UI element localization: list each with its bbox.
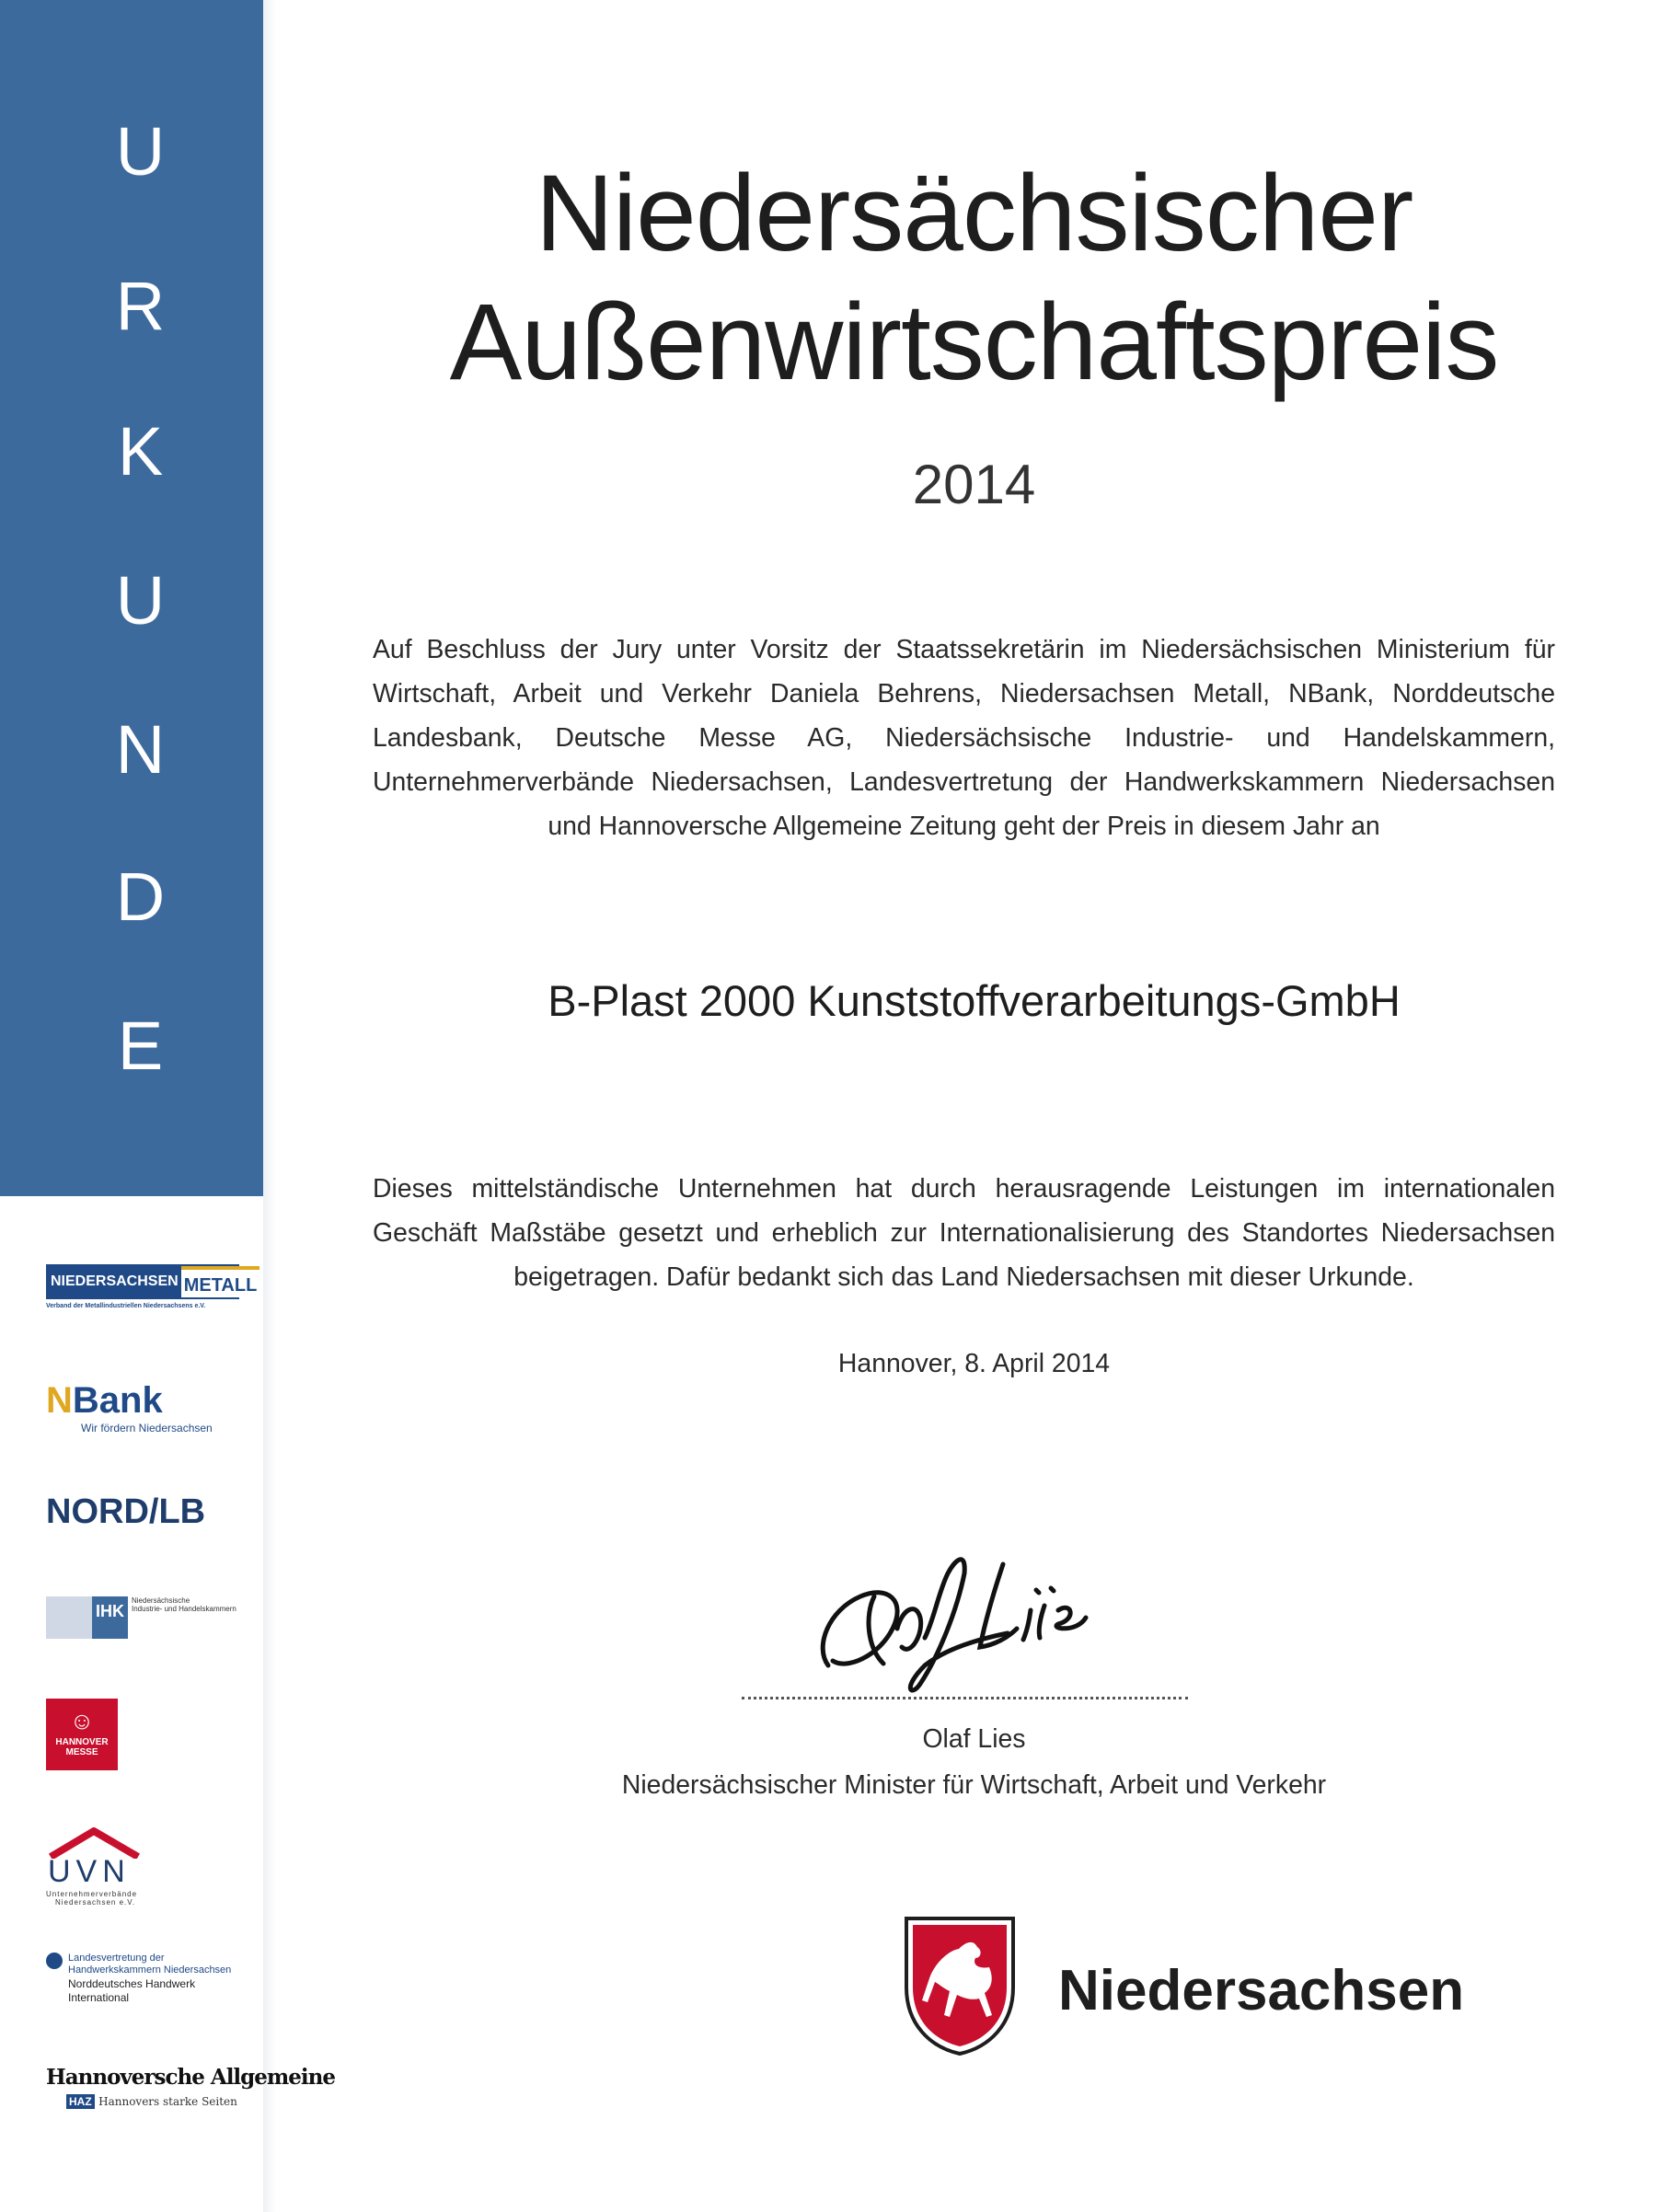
hannover-messe-logo xyxy=(46,1699,118,1770)
urkunde-letter: U xyxy=(115,562,166,639)
messe-head-icon: ☺ xyxy=(69,1707,95,1734)
handwerk-text-4: International xyxy=(68,1991,130,2004)
nbank-n: N xyxy=(46,1380,73,1421)
award-reason: Dieses mittelständische Unternehmen hat durch herausragende Leistungen im internationalen Geschäft Maßstäbe gesetzt und erheblich zur Internationalisierung des Standortes Niedersachsen beigetragen. Dafür bedankt sich das Land Niedersachsen mit dieser Urkunde. xyxy=(373,1174,1555,1292)
handwerk-text-1: Landesvertretung der xyxy=(68,1953,165,1964)
urkunde-letter: K xyxy=(117,413,164,490)
urkunde-letter: R xyxy=(115,268,166,344)
uvn-subtitle-2: Niedersachsen e.V. xyxy=(55,1898,136,1907)
niedersachsen-wordmark: Niedersachsen xyxy=(1058,1959,1465,2022)
signer-name: Olaf Lies xyxy=(922,1724,1026,1754)
niedersachsen-coat-of-arms-icon xyxy=(902,1914,1018,2057)
handwerk-logo xyxy=(46,1953,231,2004)
uvn-text: UVN xyxy=(48,1854,131,1889)
uvn-logo xyxy=(46,1827,202,1907)
messe-text-2: MESSE xyxy=(65,1747,98,1757)
haz-title: Hannoversche Allgemeine xyxy=(46,2065,335,2090)
urkunde-letter: U xyxy=(115,113,166,190)
urkunde-letter: D xyxy=(115,858,166,935)
ihk-subtitle-2: Industrie- und Handelskammern xyxy=(132,1605,236,1613)
signature-text: Olaf Lies xyxy=(810,1509,813,1510)
ihk-subtitle-1: Niedersächsische xyxy=(132,1596,190,1605)
nbank-logo xyxy=(46,1380,213,1434)
haz-subtitle: Hannovers starke Seiten xyxy=(98,2095,237,2108)
signature xyxy=(810,1509,1123,1702)
awarded-company: B-Plast 2000 Kunststoffverarbeitungs-GmbH xyxy=(548,976,1401,1025)
ihk-text: IHK xyxy=(92,1596,128,1639)
award-title-line-2: Außenwirtschaftspreis xyxy=(449,282,1499,403)
urkunde-letter: N xyxy=(115,711,166,788)
haz-logo xyxy=(46,2065,335,2110)
handwerk-globe-icon xyxy=(46,1953,63,1969)
ihk-logo xyxy=(46,1596,236,1639)
metall-logo-right: METALL xyxy=(181,1266,260,1297)
uvn-subtitle-1: Unternehmerverbände xyxy=(46,1890,138,1898)
messe-text-1: HANNOVER xyxy=(55,1737,109,1747)
signer-role: Niedersächsischer Minister für Wirtschaft, Arbeit und Verkehr xyxy=(621,1770,1327,1800)
nbank-bank: Bank xyxy=(72,1380,163,1421)
award-year: 2014 xyxy=(912,454,1036,515)
nordlb-text: NORD/LB xyxy=(46,1492,206,1531)
award-title-line-1: Niedersächsischer xyxy=(535,153,1413,274)
urkunde-letter: E xyxy=(117,1008,164,1084)
metall-logo-left: NIEDERSACHSEN xyxy=(48,1266,181,1297)
handwerk-text-2: Handwerkskammern Niedersachsen xyxy=(68,1964,232,1976)
haz-badge: HAZ xyxy=(66,2094,95,2109)
place-date: Hannover, 8. April 2014 xyxy=(837,1349,1111,1378)
nordlb-logo xyxy=(46,1492,205,1532)
signature-line xyxy=(742,1697,1188,1699)
metall-logo-subtitle: Verband der Metallindustriellen Niedersachsens e.V. xyxy=(46,1303,206,1309)
handwerk-text-3: Norddeutsches Handwerk xyxy=(68,1977,196,1990)
nbank-subtitle: Wir fördern Niedersachsen xyxy=(81,1422,213,1434)
niedersachsen-metall-logo xyxy=(46,1264,258,1309)
jury-statement: Auf Beschluss der Jury unter Vorsitz der Staatssekretärin im Niedersächsischen Ministerium für Wirtschaft, Arbeit und Verkehr Daniela Behrens, Niedersachsen Metall, NBank, Norddeutsche Landesbank, Deutsche Messe AG, Niedersächsische Industrie- und Handelskammern, Unternehmerverbände Niedersachsen, Landesvertretung der Handwerkskammern Niedersachsen und Hannoversche Allgemeine Zeitung geht der Preis in diesem Jahr an xyxy=(373,635,1555,841)
